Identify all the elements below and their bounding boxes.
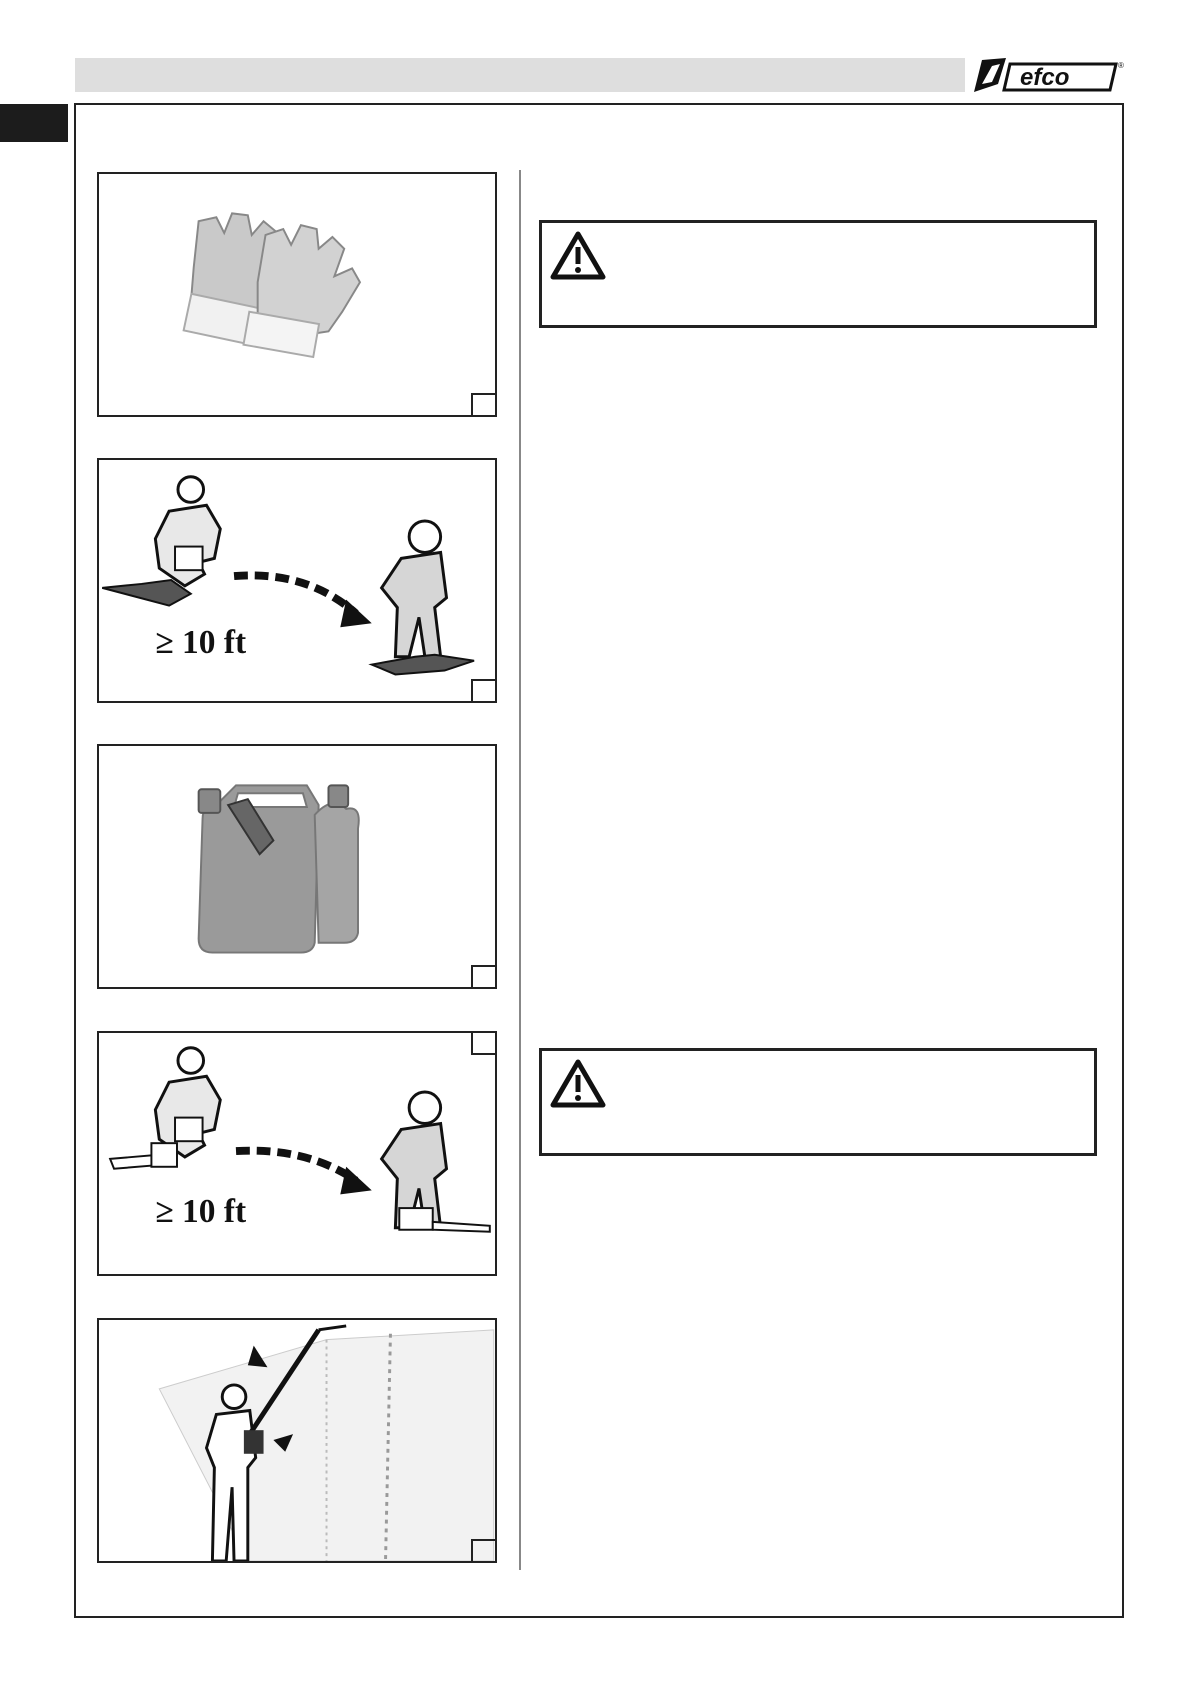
hedge-trimming-illustration [99,1320,495,1561]
column-divider [519,170,521,1570]
movement-arrow [236,1151,356,1181]
figure-gloves [97,172,497,417]
warning-triangle-icon [550,1059,606,1109]
figure-number-box [471,1033,495,1055]
efco-logo [968,54,1130,96]
distance-label: ≥ 10 ft [155,1192,247,1230]
gloves-illustration [99,174,495,415]
figure-refuel-distance-2 [97,1031,497,1276]
figure-number-box [471,679,495,701]
distance-label: ≥ 10 ft [155,623,247,661]
arrow-icon [248,1346,268,1368]
warning-box [539,1048,1097,1156]
kneeling-operator-illustration [110,1048,220,1169]
warning-box [539,220,1097,328]
fuel-can-illustration [99,746,495,987]
brand-name: efco [1020,64,1070,91]
language-tab [0,104,68,142]
kneeling-operator-illustration [102,477,220,606]
figure-hedge-operation [97,1318,497,1563]
standing-operator-illustration [372,521,474,674]
figure-refuel-distance-1 [97,458,497,703]
movement-arrow [234,575,356,613]
figure-number-box [471,1539,495,1561]
standing-operator-illustration [382,1092,490,1232]
leaf-icon [974,58,1006,92]
figure-number-box [471,393,495,415]
registered-mark: ® [1118,61,1124,70]
header-bar [75,58,965,92]
figure-number-box [471,965,495,987]
figure-fuel-can [97,744,497,989]
warning-triangle-icon [550,231,606,281]
